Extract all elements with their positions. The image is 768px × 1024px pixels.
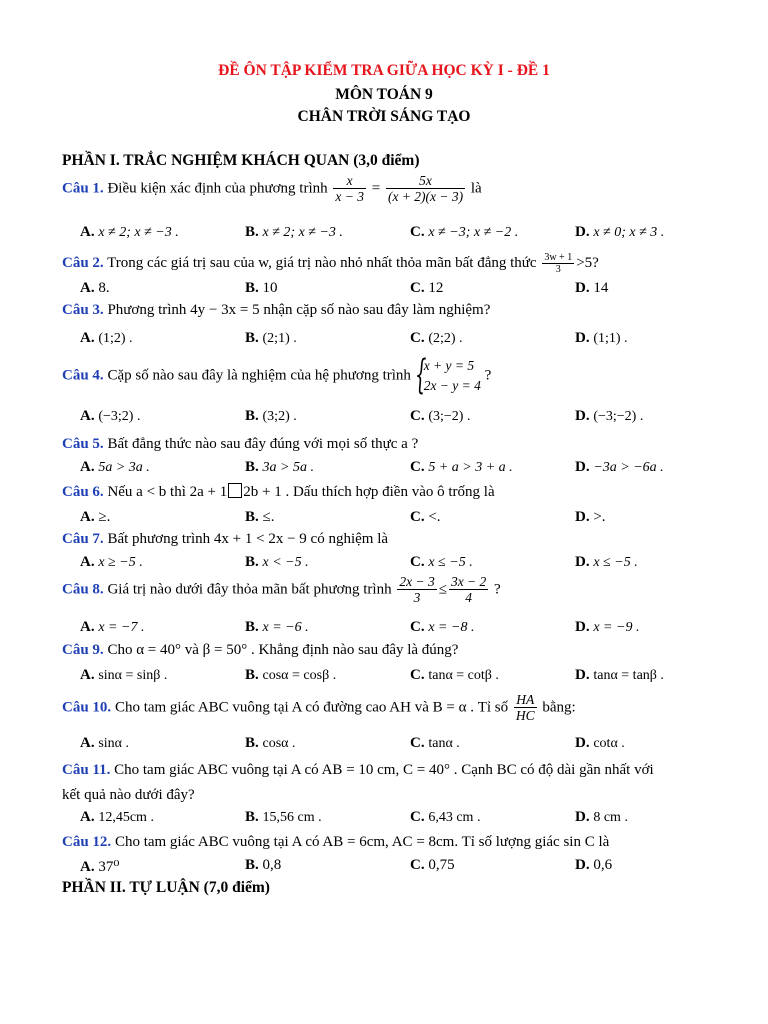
part2-title: PHẦN II. TỰ LUẬN (7,0 điểm) [62,879,270,896]
question-label: Câu 3. [62,302,104,318]
fraction: $\frac{3x - 2}{4}$ [450,574,487,605]
option-c: C. (2;2) . [410,330,463,346]
option-d: D. (1;1) . [575,330,628,346]
question-11-continued: kết quả nào dưới đây? [62,787,195,803]
option-c: C. 0,75 [410,857,455,873]
blank-box [228,483,242,498]
option-c: C. tanα = cotβ . [410,667,499,683]
question-10: Câu 10. Cho tam giác ABC vuông tại A có đường cao AH và B = α . Tỉ số $\frac{HA}{HC}$ bằng: [62,692,576,723]
option-d: D. x ≤ −5 . [575,554,638,570]
option-c: C. <. [410,509,441,525]
question-2: Câu 2. Trong các giá trị sau của w, giá trị nào nhỏ nhất thỏa mãn bất đẳng thức $\frac{3w + 1}{3}$ >5? [62,252,599,275]
option-b: B. x < −5 . [245,554,309,570]
option-b: B. 10 [245,280,278,296]
question-1: Câu 1. Điều kiện xác định của phương trình $\frac{x}{x - 3}$ = $\frac{5x}{(x + 2)(x - 3)}$ là [62,173,482,204]
question-label: Câu 4. [62,367,104,384]
question-label: Câu 11. [62,762,111,778]
option-a: A. (1;2) . [80,330,133,346]
option-a: A. x ≠ 2; x ≠ −3 . [80,224,179,240]
question-7: Câu 7. Bất phương trình 4x + 1 < 2x − 9 có nghiệm là [62,531,389,547]
exam-title: ĐỀ ÔN TẬP KIỂM TRA GIỮA HỌC KỲ I - ĐỀ 1 [218,62,550,79]
option-d: D. x = −9 . [575,619,640,635]
option-d: D. 14 [575,280,609,296]
question-8: Câu 8. Giá trị nào dưới đây thỏa mãn bất phương trình $\frac{2x - 3}{3}$ ≤ $\frac{3x - 2}{4}$ ? [62,574,501,605]
question-label: Câu 1. [62,180,104,197]
option-c: C. 5 + a > 3 + a . [410,459,513,475]
option-d: D. (−3;−2) . [575,408,644,424]
option-a: A. sinα = sinβ . [80,667,168,683]
option-a: A. (−3;2) . [80,408,141,424]
question-label: Câu 7. [62,531,104,547]
option-c: C. x ≠ −3; x ≠ −2 . [410,224,519,240]
fraction: $\frac{5x}{(x + 2)(x - 3)}$ [387,173,464,204]
option-a: A. 8. [80,280,110,296]
question-9: Câu 9. Cho α = 40° và β = 50° . Khẳng định nào sau đây là đúng? [62,642,459,658]
question-label: Câu 5. [62,436,104,452]
option-c: C. tanα . [410,735,460,751]
option-b: B. 3a > 5a . [245,459,314,475]
option-b: B. cosα . [245,735,296,751]
question-6: Câu 6. Nếu a < b thì 2a + 1 2b + 1 . Dấu thích hợp điền vào ô trống là [62,484,495,500]
option-a: A. x = −7 . [80,619,145,635]
option-b: B. ≤. [245,509,275,525]
question-12: Câu 12. Cho tam giác ABC vuông tại A có AB = 6cm, AC = 8cm. Tỉ số lượng giác sin C là [62,834,610,850]
option-a: A. 12,45cm . [80,809,154,825]
question-label: Câu 2. [62,254,104,271]
option-a: A. x ≥ −5 . [80,554,143,570]
option-d: D. 8 cm . [575,809,628,825]
option-d: D. 0,6 [575,857,613,873]
equation-system: { x + y = 5 2x − y = 4 [414,352,481,398]
question-label: Câu 8. [62,581,104,598]
fraction: $\frac{2x - 3}{3}$ [399,574,435,605]
question-5: Câu 5. Bất đẳng thức nào sau đây đúng với mọi số thực a ? [62,436,419,452]
question-label: Câu 10. [62,699,112,716]
fraction: $\frac{HA}{HC}$ [515,692,535,723]
option-a: A. ≥. [80,509,111,525]
part1-title: PHẦN I. TRẮC NGHIỆM KHÁCH QUAN (3,0 điểm) [62,152,420,169]
option-c: C. x ≤ −5 . [410,554,473,570]
option-d: D. cotα . [575,735,625,751]
question-3: Câu 3. Phương trình 4y − 3x = 5 nhận cặp số nào sau đây làm nghiệm? [62,302,491,318]
option-c: C. x = −8 . [410,619,475,635]
option-b: B. cosα = cosβ . [245,667,337,683]
option-a: A. 37⁰ [80,859,120,875]
option-b: B. x = −6 . [245,619,309,635]
option-d: D. x ≠ 0; x ≠ 3 . [575,224,665,240]
question-11: Câu 11. Cho tam giác ABC vuông tại A có AB = 10 cm, C = 40° . Cạnh BC có độ dài gần nhất với [62,762,654,778]
exam-subject: MÔN TOÁN 9 [335,86,433,103]
question-label: Câu 6. [62,484,104,500]
question-label: Câu 9. [62,642,104,658]
exam-series: CHÂN TRỜI SÁNG TẠO [297,108,471,125]
option-d: D. −3a > −6a . [575,459,664,475]
option-c: C. 6,43 cm . [410,809,481,825]
option-d: D. tanα = tanβ . [575,667,664,683]
option-b: B. x ≠ 2; x ≠ −3 . [245,224,343,240]
option-b: B. 15,56 cm . [245,809,322,825]
fraction: $\frac{x}{x - 3}$ [335,173,364,204]
question-4: Câu 4. Cặp số nào sau đây là nghiệm của hệ phương trình { x + y = 5 2x − y = 4 ? [62,352,492,398]
option-a: A. sinα . [80,735,130,751]
option-b: B. (2;1) . [245,330,297,346]
fraction: $\frac{3w + 1}{3}$ [544,252,573,275]
option-d: D. >. [575,509,606,525]
option-b: B. (3;2) . [245,408,297,424]
option-a: A. 5a > 3a . [80,459,150,475]
option-b: B. 0,8 [245,857,282,873]
question-label: Câu 12. [62,834,112,850]
option-c: C. 12 [410,280,444,296]
option-c: C. (3;−2) . [410,408,471,424]
